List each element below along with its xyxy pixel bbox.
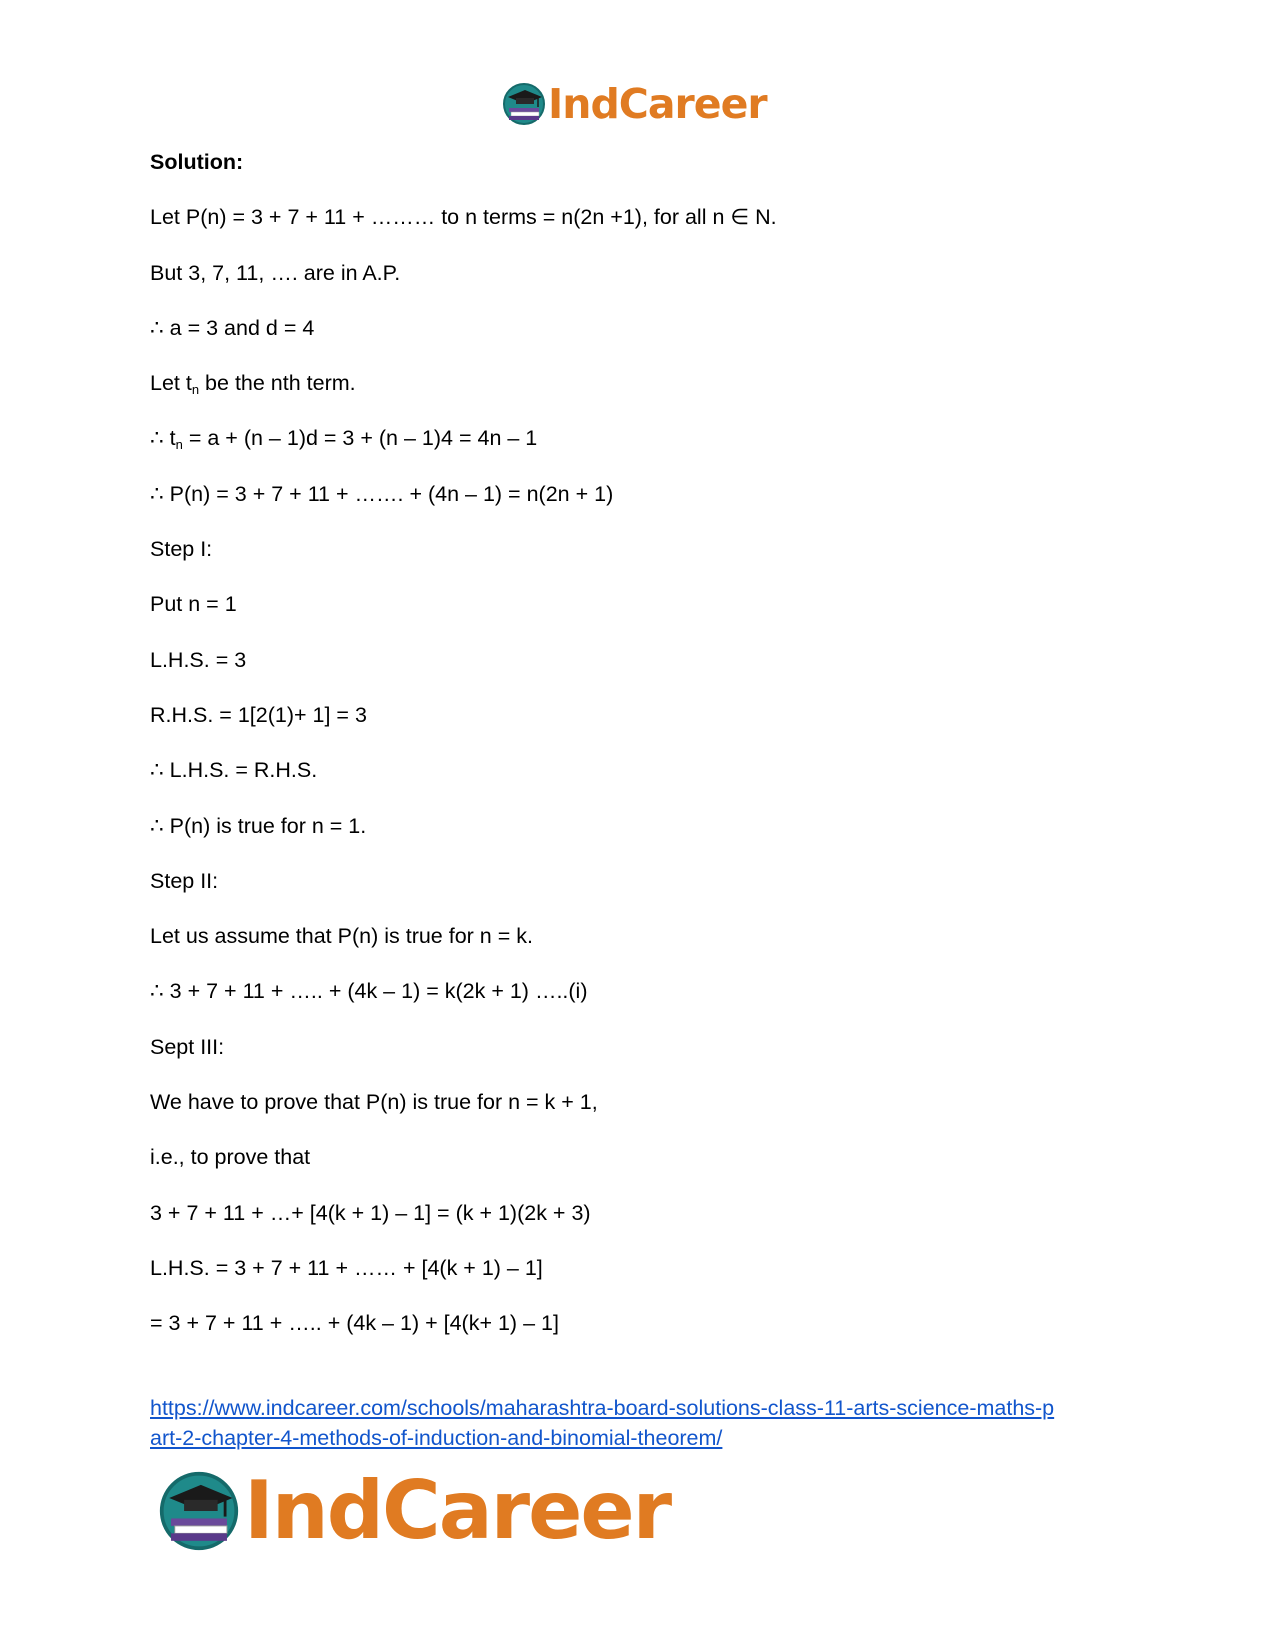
text-line: = 3 + 7 + 11 + ….. + (4k – 1) + [4(k+ 1) – 1] bbox=[150, 1311, 559, 1336]
text-line: 3 + 7 + 11 + …+ [4(k + 1) – 1] = (k + 1)(2k + 3) bbox=[150, 1200, 591, 1225]
text-line: R.H.S. = 1[2(1)+ 1] = 3 bbox=[150, 702, 367, 727]
text-line: ∴ L.H.S. = R.H.S. bbox=[150, 758, 318, 783]
source-link[interactable] bbox=[150, 1393, 1150, 1453]
text-line: i.e., to prove that bbox=[150, 1145, 311, 1170]
graduation-cap-books-icon bbox=[502, 82, 546, 126]
text-line: Step II: bbox=[150, 868, 219, 893]
text-line: Sept III: bbox=[150, 1034, 225, 1059]
text-line: But 3, 7, 11, …. are in A.P. bbox=[150, 260, 401, 285]
text-line: Let us assume that P(n) is true for n = k. bbox=[150, 924, 533, 949]
header-logo-text: IndCareer bbox=[548, 79, 767, 128]
text-line: L.H.S. = 3 + 7 + 11 + …… + [4(k + 1) – 1] bbox=[150, 1255, 543, 1280]
text-line: Put n = 1 bbox=[150, 592, 237, 617]
graduation-cap-books-icon bbox=[158, 1470, 240, 1552]
footer-logo bbox=[158, 1466, 670, 1556]
text-line: Let $t_n$ be the nth term. bbox=[150, 371, 356, 398]
text-line: ∴ P(n) = 3 + 7 + 11 + ……. + (4n – 1) = n(2n + 1) bbox=[150, 481, 614, 506]
text-line: Step I: bbox=[150, 537, 213, 562]
source-link-line-2[interactable]: art-2-chapter-4-methods-of-induction-and-binomial-theorem/ bbox=[150, 1426, 723, 1450]
header-logo bbox=[502, 78, 767, 130]
text-line: We have to prove that P(n) is true for n = k + 1, bbox=[150, 1090, 598, 1115]
text-line: Solution: bbox=[150, 150, 244, 174]
footer-logo-text: IndCareer bbox=[244, 1464, 671, 1557]
text-line: Let P(n) = 3 + 7 + 11 + ……… to n terms = n(2n +1), for all n ∈ N. bbox=[150, 205, 777, 230]
text-line: ∴ P(n) is true for n = 1. bbox=[150, 813, 367, 838]
text-line: ∴ $t_n = a + (n - 1)d = 3 + (n - 1)4 = 4n - 1$ bbox=[150, 426, 538, 453]
text-line: ∴ a = 3 and d = 4 bbox=[150, 315, 315, 340]
text-line: L.H.S. = 3 bbox=[150, 647, 247, 672]
solution-body bbox=[150, 149, 1150, 1366]
text-line: ∴ 3 + 7 + 11 + ….. + (4k – 1) = k(2k + 1) …..(i) bbox=[150, 979, 588, 1004]
source-link-line-1[interactable]: https://www.indcareer.com/schools/maharashtra-board-solutions-class-11-arts-science-maths-p bbox=[150, 1396, 1055, 1420]
